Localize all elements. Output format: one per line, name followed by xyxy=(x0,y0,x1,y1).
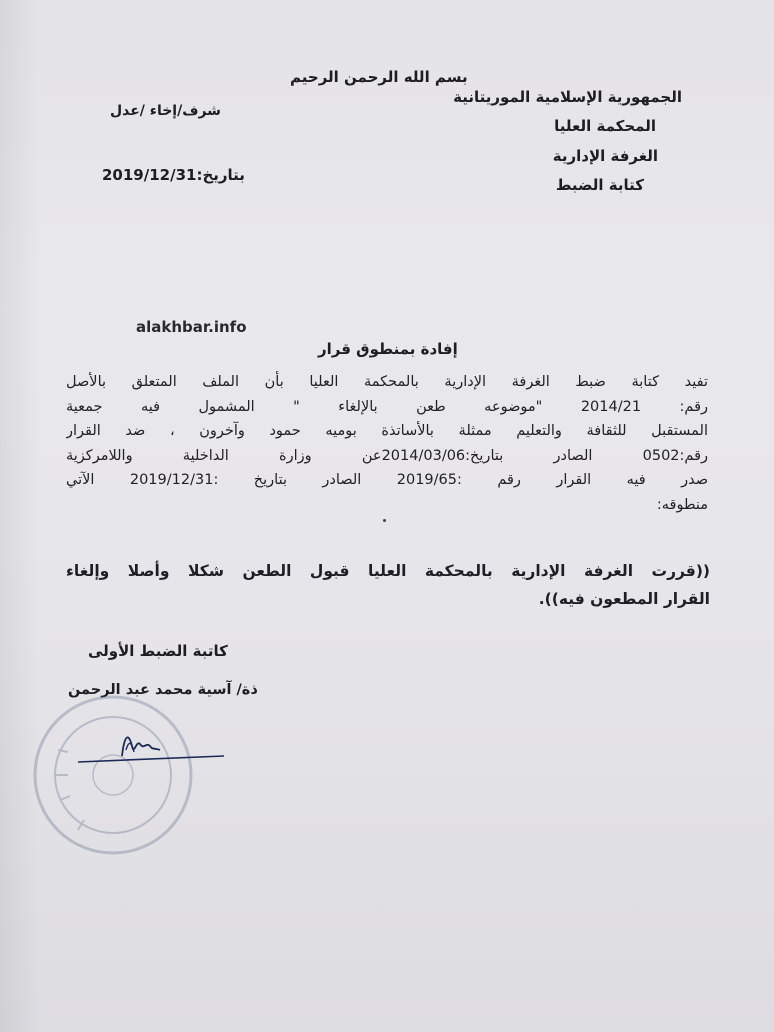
signatory-name: ذة/ آسية محمد عبد الرحمن xyxy=(68,682,258,698)
court-name: المحكمة العليا xyxy=(554,117,656,135)
body-line: رقم: 2014/21 "موضوعه طعن بالإلغاء " المشمول فيه جمعية xyxy=(66,398,708,415)
body-line: منطوقه: xyxy=(656,496,708,513)
signature-icon xyxy=(74,726,234,776)
ink-dot xyxy=(383,519,386,522)
signatory-title: كاتبة الضبط الأولى xyxy=(88,642,228,660)
body-line: رقم:0502 الصادر بتاريخ:2014/03/06عن وزارة الداخلية واللامركزية xyxy=(66,447,708,464)
document-title: إفادة بمنطوق قرار xyxy=(318,340,458,358)
motto: شرف/إخاء /عدل xyxy=(110,103,221,119)
body-line: المستقبل للثقافة والتعليم ممثلة بالأساتذة بوميه حمود وآخرون ، ضد القرار xyxy=(66,423,708,439)
body-line: تفيد كتابة ضبط الغرفة الإدارية بالمحكمة العليا بأن الملف المتعلق بالأصل xyxy=(66,374,708,390)
country-name: الجمهورية الإسلامية الموريتانية xyxy=(453,88,682,106)
body-line: صدر فيه القرار رقم :2019/65 الصادر بتاريخ :2019/12/31 الآتي xyxy=(66,472,708,488)
document-date: بتاريخ:2019/12/31 xyxy=(102,166,245,184)
decision-text xyxy=(66,557,710,613)
registry-name: كتابة الضبط xyxy=(555,176,644,194)
chamber-name: الغرفة الإدارية xyxy=(552,147,658,165)
decision-line: القرار المطعون فيه)). xyxy=(538,590,710,608)
basmala: بسم الله الرحمن الرحيم xyxy=(290,68,468,86)
body-text xyxy=(66,370,708,517)
watermark-text: alakhbar.info xyxy=(136,318,247,336)
decision-line: ((قررت الغرفة الإدارية بالمحكمة العليا قبول الطعن شكلا وأصلا وإلغاء xyxy=(66,562,710,580)
